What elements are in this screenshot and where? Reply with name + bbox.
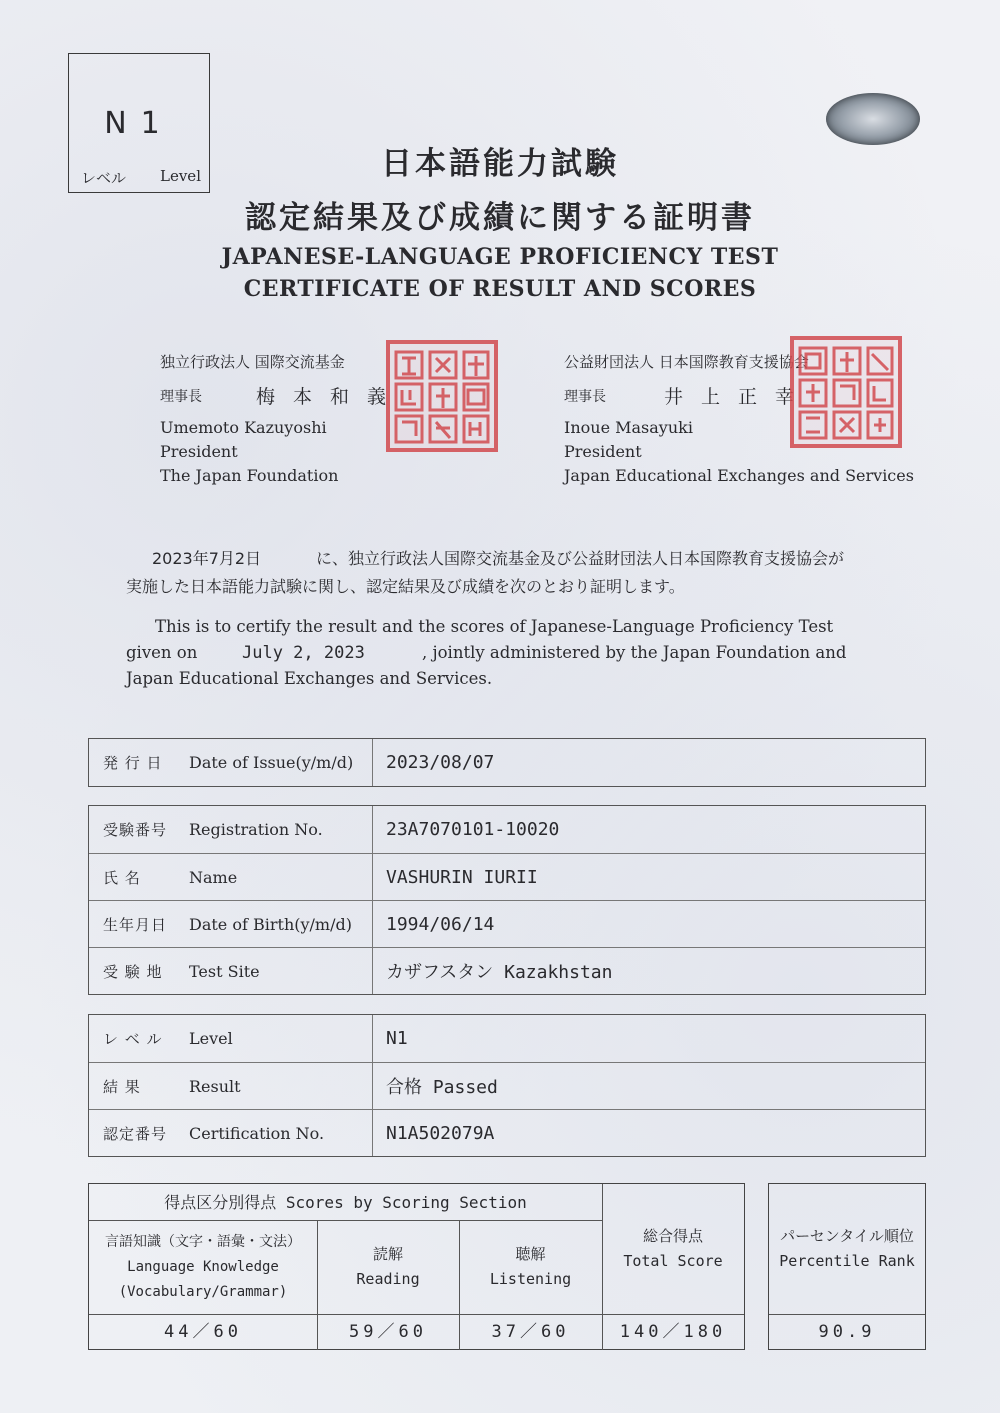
level-label-jp: レ ベ ル bbox=[103, 1030, 163, 1048]
language-knowledge-header bbox=[89, 1220, 317, 1314]
level-caption-jp: レベル bbox=[81, 169, 127, 187]
table-row bbox=[89, 947, 925, 994]
signatory-right-org-en: Japan Educational Exchanges and Services bbox=[564, 466, 914, 485]
candidate-table bbox=[88, 805, 926, 995]
birth-label-en: Date of Birth(y/m/d) bbox=[189, 914, 352, 934]
birth-value: 1994/06/14 bbox=[386, 913, 495, 935]
statement-en-line2: , jointly administered by the Japan Foundation and bbox=[422, 643, 847, 662]
level-result-value: N1 bbox=[386, 1028, 408, 1049]
signatory-left-org-en: The Japan Foundation bbox=[160, 466, 339, 485]
listening-jp: 聴解 bbox=[515, 1245, 546, 1263]
result-label-en: Result bbox=[189, 1076, 241, 1096]
name-label-jp: 氏 名 bbox=[103, 868, 141, 887]
signatory-left-name-en: Umemoto Kazuyoshi bbox=[160, 418, 327, 437]
test-site-value: カザフスタン Kazakhstan bbox=[386, 962, 613, 983]
result-label-jp: 結 果 bbox=[103, 1077, 141, 1096]
signatory-left-org-jp: 独立行政法人 国際交流基金 bbox=[160, 353, 345, 371]
statement-en-given-on: given on bbox=[126, 643, 198, 662]
title-en-line2: CERTIFICATE OF RESULT AND SCORES bbox=[243, 276, 757, 302]
result-value: 合格 Passed bbox=[386, 1077, 498, 1098]
percentile-jp: パーセンタイル順位 bbox=[780, 1227, 914, 1245]
statement-jp-line2: 実施した日本語能力試験に関し、認定結果及び成績を次のとおり証明します。 bbox=[126, 577, 685, 596]
signatory-right-role-jp: 理事長 bbox=[564, 389, 606, 405]
issue-label-jp: 発 行 日 bbox=[103, 754, 163, 772]
language-knowledge-en2: (Vocabulary/Grammar) bbox=[118, 1283, 288, 1300]
listening-en: Listening bbox=[489, 1270, 572, 1288]
table-row bbox=[89, 1015, 925, 1062]
level-value: N1 bbox=[104, 106, 174, 141]
issue-label-en: Date of Issue(y/m/d) bbox=[189, 753, 354, 772]
statement-jp-date: 2023年7月2日 bbox=[152, 549, 262, 568]
table-row bbox=[89, 900, 925, 947]
result-table bbox=[88, 1014, 926, 1157]
title-jp-line2: 認定結果及び成績に関する証明書 bbox=[245, 200, 755, 236]
total-score-jp: 総合得点 bbox=[642, 1227, 703, 1245]
signatory-right-name-jp: 井上正幸 bbox=[664, 386, 813, 408]
reading-score: 59／60 bbox=[349, 1321, 427, 1342]
issue-table bbox=[88, 738, 926, 787]
total-score-value: 140／180 bbox=[619, 1321, 727, 1342]
language-knowledge-en1: Language Knowledge bbox=[127, 1258, 279, 1275]
right-official-seal-icon bbox=[790, 336, 902, 448]
percentile-value: 90.9 bbox=[818, 1321, 876, 1342]
table-row bbox=[89, 1109, 925, 1156]
certification-label-jp: 認定番号 bbox=[103, 1124, 168, 1143]
statement-en-line1: This is to certify the result and the scores of Japanese-Language Proficiency Test bbox=[155, 617, 834, 636]
table-row bbox=[89, 739, 925, 786]
statement-jp bbox=[126, 545, 926, 601]
statement-en-date: July 2, 2023 bbox=[242, 643, 365, 663]
statement-en bbox=[126, 614, 926, 692]
birth-label-jp: 生年月日 bbox=[103, 915, 168, 934]
reading-jp: 読解 bbox=[372, 1245, 403, 1263]
listening-header bbox=[459, 1220, 602, 1314]
signatory-right-title-en: President bbox=[564, 442, 642, 461]
certification-label-en: Certification No. bbox=[189, 1123, 325, 1143]
table-row bbox=[89, 806, 925, 853]
total-score-en: Total Score bbox=[623, 1252, 723, 1270]
reading-header bbox=[317, 1220, 459, 1314]
reading-en: Reading bbox=[356, 1270, 420, 1288]
statement-jp-line1: に、独立行政法人国際交流基金及び公益財団法人日本国際教育支援協会が bbox=[316, 549, 845, 568]
name-value: VASHURIN IURII bbox=[386, 866, 538, 888]
test-site-label-en: Test Site bbox=[189, 961, 260, 981]
percentile-table bbox=[768, 1183, 926, 1350]
signatory-left-title-en: President bbox=[160, 442, 238, 461]
level-label-en: Level bbox=[189, 1029, 233, 1048]
percentile-header bbox=[769, 1184, 925, 1314]
certification-value: N1A502079A bbox=[386, 1122, 495, 1144]
level-caption-en: Level bbox=[160, 167, 201, 185]
scoring-section-header: 得点区分別得点 Scores by Scoring Section bbox=[164, 1192, 527, 1212]
language-knowledge-score: 44／60 bbox=[164, 1321, 242, 1342]
scores-table bbox=[88, 1183, 745, 1350]
total-score-header bbox=[602, 1184, 744, 1314]
test-site-label-jp: 受 験 地 bbox=[103, 962, 163, 981]
signatory-left-name-jp: 梅本和義 bbox=[256, 386, 405, 408]
language-knowledge-jp: 言語知識（文字・語彙・文法） bbox=[105, 1233, 301, 1250]
registration-label-en: Registration No. bbox=[189, 820, 323, 839]
registration-label-jp: 受験番号 bbox=[103, 821, 168, 839]
signatory-right-name-en: Inoue Masayuki bbox=[564, 418, 693, 437]
table-row bbox=[89, 853, 925, 900]
issue-value: 2023/08/07 bbox=[386, 752, 495, 773]
statement-en-line3: Japan Educational Exchanges and Services. bbox=[126, 669, 493, 688]
registration-value: 23A7070101-10020 bbox=[386, 819, 560, 840]
signatory-left-role-jp: 理事長 bbox=[160, 389, 202, 405]
percentile-en: Percentile Rank bbox=[779, 1252, 915, 1270]
title-jp-line1: 日本語能力試験 bbox=[381, 146, 619, 182]
listening-score: 37／60 bbox=[491, 1321, 570, 1342]
title-en-line1: JAPANESE-LANGUAGE PROFICIENCY TEST bbox=[221, 244, 779, 270]
name-label-en: Name bbox=[189, 867, 238, 887]
signatory-right-org-jp: 公益財団法人 日本国際教育支援協会 bbox=[564, 353, 809, 371]
left-official-seal-icon bbox=[386, 340, 498, 452]
table-row bbox=[89, 1062, 925, 1109]
